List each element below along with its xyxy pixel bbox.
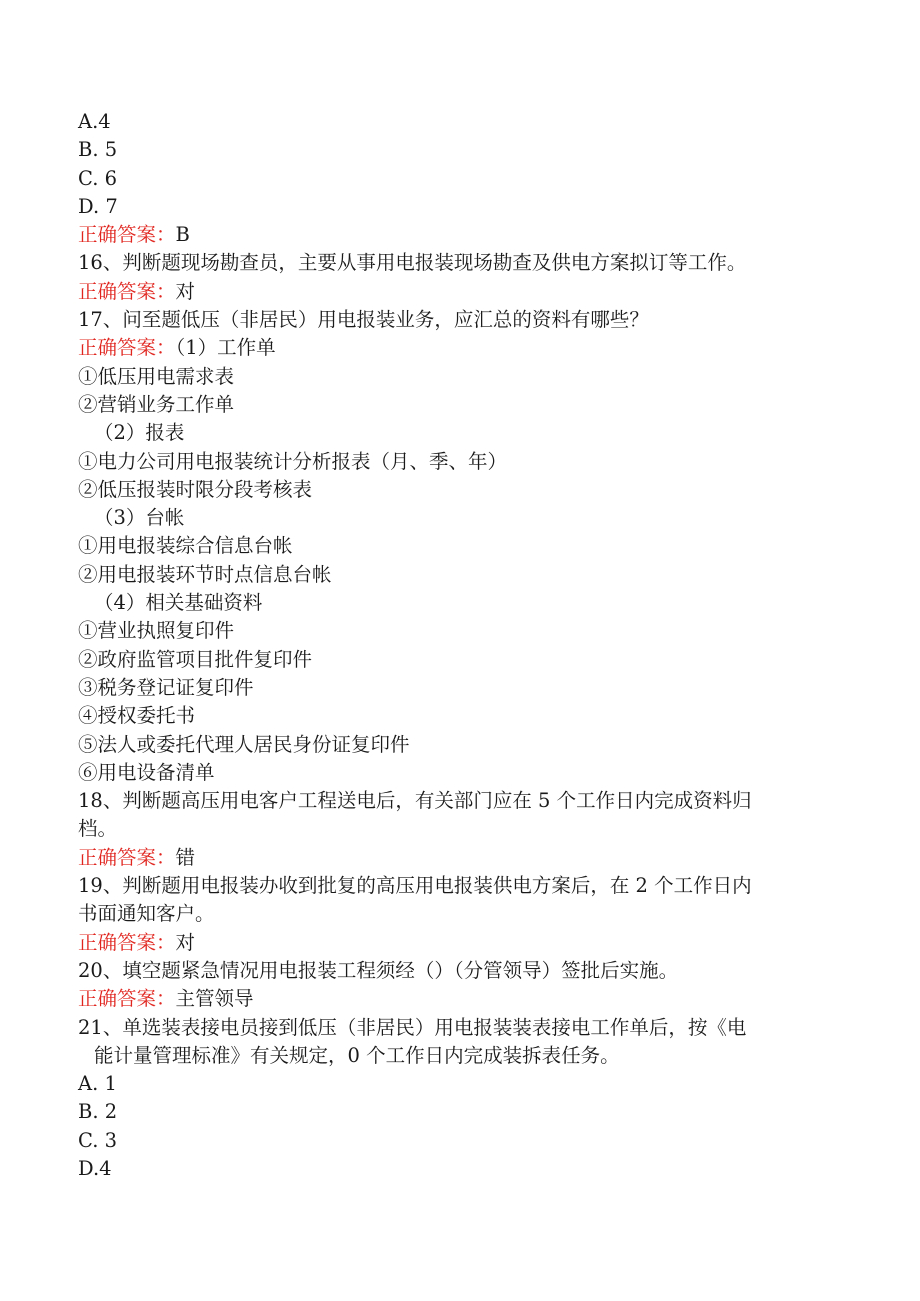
question-stem: 20、填空题紧急情况用电报装工程须经（）（分管领导）签批后实施。 xyxy=(78,958,679,982)
question-stem-continued: 书面通知客户。 xyxy=(78,902,215,926)
answer-line xyxy=(78,334,838,362)
answer-label: 正确答案： xyxy=(78,279,176,303)
answer-line xyxy=(78,278,838,306)
answer-list-item: ①用电报装综合信息台帐 xyxy=(78,534,293,558)
question-stem: 17、问至题低压（非居民）用电报装业务，应汇总的资料有哪些？ xyxy=(78,308,649,332)
answer-label: 正确答案： xyxy=(78,336,176,360)
answer-section-heading: （2）报表 xyxy=(94,421,185,445)
answer-label: 正确答案： xyxy=(78,223,176,247)
answer-line xyxy=(78,221,838,249)
question-stem-continued: 档。 xyxy=(78,817,118,841)
option-b: B. 5 xyxy=(78,138,118,162)
answer-line xyxy=(78,985,838,1013)
answer-list-item: ②政府监管项目批件复印件 xyxy=(78,647,313,671)
document-page xyxy=(78,108,838,1183)
answer-section-heading: （3）台帐 xyxy=(94,506,185,530)
answer-value: 对 xyxy=(175,930,196,954)
option-c: C. 6 xyxy=(78,166,118,190)
option-c: C. 3 xyxy=(78,1128,118,1152)
option-d: D.4 xyxy=(78,1156,112,1180)
answer-label: 正确答案： xyxy=(78,845,176,869)
answer-list-item: ⑤法人或委托代理人居民身份证复印件 xyxy=(78,732,410,756)
option-a: A. 1 xyxy=(78,1072,117,1096)
answer-line xyxy=(78,844,838,872)
answer-list-item: ⑥用电设备清单 xyxy=(78,760,215,784)
answer-list-item: ②营销业务工作单 xyxy=(78,392,235,416)
answer-list-item: ①营业执照复印件 xyxy=(78,619,235,643)
answer-list-item: ①低压用电需求表 xyxy=(78,364,235,388)
answer-label: 正确答案： xyxy=(78,930,176,954)
option-a: A.4 xyxy=(78,110,111,133)
answer-value: 主管领导 xyxy=(175,987,254,1011)
answer-value: 错 xyxy=(175,845,196,869)
option-b: B. 2 xyxy=(78,1100,118,1124)
question-stem: 16、判断题现场勘查员，主要从事用电报装现场勘查及供电方案拟订等工作。 xyxy=(78,251,747,275)
answer-label: 正确答案： xyxy=(78,987,176,1011)
answer-line xyxy=(78,929,838,957)
answer-list-item: ③税务登记证复印件 xyxy=(78,675,254,699)
option-d: D. 7 xyxy=(78,194,118,218)
question-stem: 19、判断题用电报装办收到批复的高压用电报装供电方案后，在 2 个工作日内 xyxy=(78,874,752,898)
answer-value: 对 xyxy=(175,279,196,303)
answer-value: B xyxy=(175,223,190,247)
answer-value: （1）工作单 xyxy=(175,336,276,360)
answer-list-item: ②用电报装环节时点信息台帐 xyxy=(78,562,332,586)
answer-list-item: ④授权委托书 xyxy=(78,704,196,728)
question-stem-continued: 能计量管理标准》有关规定，0 个工作日内完成装拆表任务。 xyxy=(94,1043,620,1067)
answer-section-heading: （4）相关基础资料 xyxy=(94,591,263,615)
question-stem: 18、判断题高压用电客户工程送电后，有关部门应在 5 个工作日内完成资料归 xyxy=(78,789,752,813)
answer-list-item: ②低压报装时限分段考核表 xyxy=(78,477,313,501)
answer-list-item: ①电力公司用电报装统计分析报表（月、季、年） xyxy=(78,449,508,473)
question-stem: 21、单选装表接电员接到低压（非居民）用电报装装表接电工作单后，按《电 xyxy=(78,1015,747,1039)
